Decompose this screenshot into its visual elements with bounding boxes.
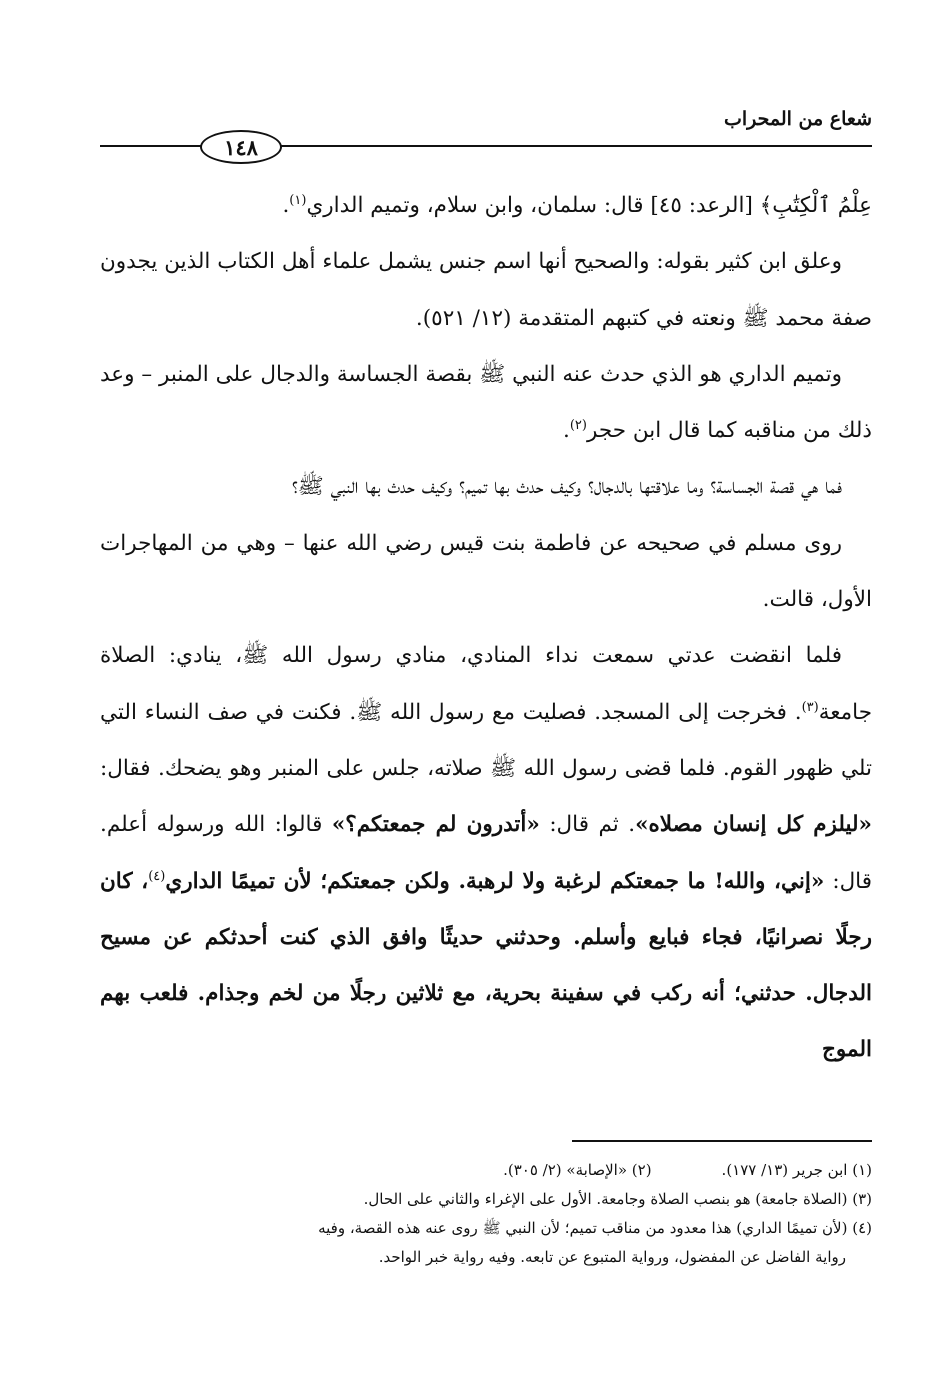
hadith-quote-2: «أتدرون لم جمعتكم؟» [331,812,540,838]
footnote-4: (٤) (لأن تميمًا الداري) هذا معدود من مناقب تميم؛ لأن النبي ﷺ روى عنه هذه القصة، وفيه [318,1219,872,1237]
p1-end: . [282,193,290,218]
p3-end: . [563,418,570,444]
p6-text-4: قالوا: الله ورسوله أعلم. قال: [100,812,873,894]
footnote-row-1 [100,1156,872,1185]
hadith-quote-4: ، كان رجلًا نصرانيًا، فجاء فبايع وأسلم. وحدثني حديثًا وافق الذي كنت أحدثكم عن مسيح الدجال. حدثني؛ أنه ركب في سفينة بحرية، مع ثلاثين رجلًا من لخم وجذام. فلعب بهم الموج [100,868,872,1063]
page-number: ١٤٨ [200,130,282,164]
hadith-quote-3: «إني، والله! ما جمعتكم لرغبة ولا لرهبة. ولكن جمعتكم؛ لأن تميمًا الداري [165,868,825,894]
footnote-ref-4[interactable]: (٤) [148,868,166,884]
p1-text: [الرعد: ٤٥] قال: سلمان، وابن سلام، وتميم الداري [306,193,760,218]
p6-text-2: . فخرجت إلى المسجد. فصليت مع رسول الله ﷺ. فكنت في صف النساء التي تلي ظهور القوم. فلما قضى رسول الله ﷺ صلاته، جلس على المنبر وهو يضحك. فقال: [100,699,872,781]
footnote-4-continued: رواية الفاضل عن المفضول، ورواية المتبوع عن تابعه. وفيه رواية خبر الواحد. [378,1248,846,1266]
paragraph-5: روى مسلم في صحيحه عن فاطمة بنت قيس رضي الله عنها – وهي من المهاجرات الأول، قالت. [100,530,872,613]
footnotes [100,1156,872,1272]
p3-text: وتميم الداري هو الذي حدث عنه النبي ﷺ بقصة الجساسة والدجال على المنبر – وعد ذلك من مناقبه كما قال ابن حجر [100,361,872,444]
p6-text-3: . ثم قال: [539,812,636,838]
paragraph-3 [100,347,872,460]
page-header [100,108,872,160]
footnote-ref-2[interactable]: (٢) [569,418,587,434]
footnote-3: (٣) (الصلاة جامعة) هو بنصب الصلاة وجامعة. الأول على الإغراء والثاني على الحال. [363,1190,872,1208]
main-text [100,178,872,1079]
paragraph-6 [100,628,872,1078]
paragraph-4: فما هي قصة الجساسة؟ وما علاقتها بالدجال؟ وكيف حدث بها تميم؟ وكيف حدث بها النبي ﷺ؟ [291,474,842,500]
hadith-quote-1: «ليلزم كل إنسان مصلاه» [635,812,872,838]
quran-quote: عِلْمُ ٱلْكِتَٰبِ﴾ [759,193,872,218]
footnote-separator [572,1140,872,1142]
footnote-1: (١) ابن جرير (١٣/ ١٧٧). [721,1161,872,1179]
running-title: شعاع من المحراب [723,108,872,130]
p6-text-1: فلما انقضت عدتي سمعت نداء المنادي، منادي رسول الله ﷺ، ينادي: الصلاة جامعة [100,643,872,725]
footnote-ref-1[interactable]: (١) [289,192,307,208]
footnote-ref-3[interactable]: (٣) [801,699,819,715]
paragraph-1 [100,178,872,234]
paragraph-2: وعلق ابن كثير بقوله: والصحيح أنها اسم جنس يشمل علماء أهل الكتاب الذين يجدون صفة محمد ﷺ ونعته في كتبهم المتقدمة (١٢/ ٥٢١). [100,249,872,331]
footnote-2: (٢) «الإصابة» (٢/ ٣٠٥). [503,1161,652,1179]
